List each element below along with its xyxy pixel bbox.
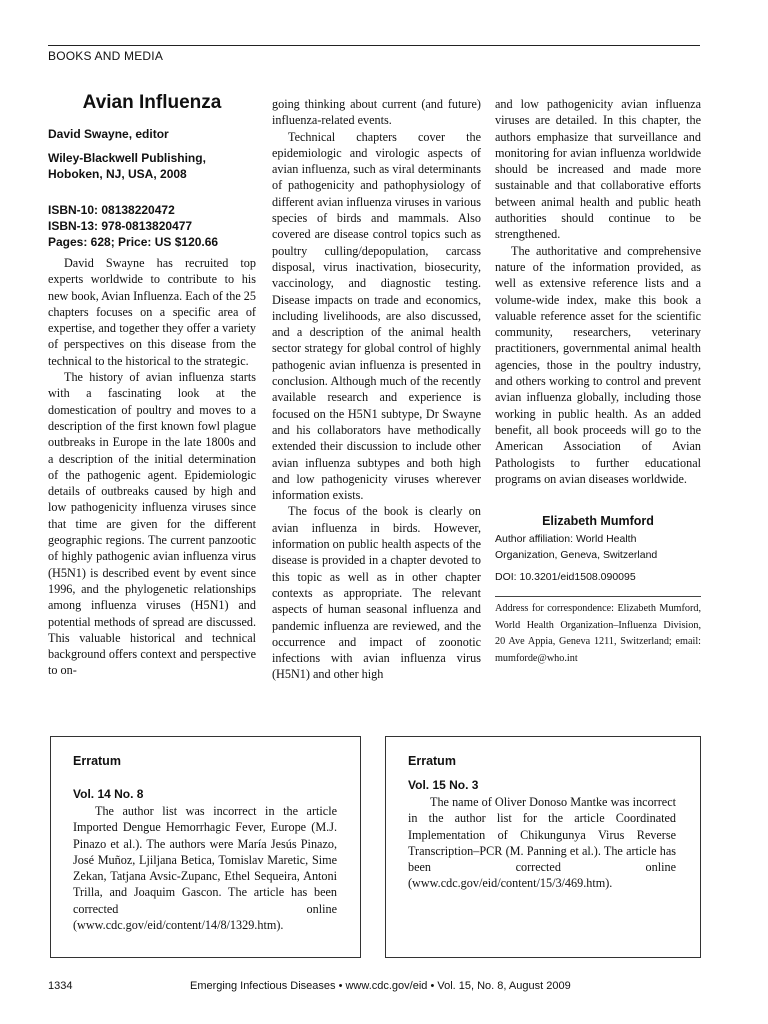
reviewer-name: Elizabeth Mumford [542, 514, 654, 528]
erratum-text: The author list was incorrect in the article Imported Dengue Hemorrhagic Fever, Europe (M.J. Pinazo et al.). The authors were María Jesús Pinazo, José Muñoz, Ljiljana Betica, Tomislav Maretic, Sime Zekan, Tatjana Avsic-Zupanc, Ethel Sequeira, Antoni Trilla, and Joaquim Gascon. The article has been corrected online (www.cdc.gov/eid/content/14/8/1329.htm). [73, 804, 337, 933]
author-affiliation: Author affiliation: World Health Organization, Geneva, Switzerland [495, 533, 658, 561]
publisher-line-1: Wiley-Blackwell Publishing, [48, 151, 206, 165]
doi: DOI: 10.3201/eid1508.090095 [495, 571, 636, 583]
isbn-13: ISBN-13: 978-0813820477 [48, 219, 193, 233]
review-column-3 [495, 96, 701, 487]
review-paragraph: Technical chapters cover the epidemiologic and virologic aspects of avian influenza, such as viral determinants of pathogenicity and pathophysiology of different avian influenza viruses in various species of birds and mammals. Also covered are disease control topics such as poultry culling/depopulation, carcass disposal, virus inactivation, biosecurity, vaccinology, and diagnostic testing. Disease impacts on trade and economics, including livelihoods, are also discussed, and a description of the animal health sector strategy for global control of highly pathogenic avian influenza is presented in conclusion. Although much of the recently available research and experience is focused on the H5N1 subtype, Dr Swayne and his collaborators have methodically extended their discussion to include other avian influenza subtypes and both high and low pathogenicity viruses wherever information exists. [272, 129, 481, 503]
book-publisher [48, 150, 206, 182]
review-paragraph: The history of avian influenza starts with a fascinating look at the domestication of poultry and moves to a description of the first known fowl plague outbreaks in Europe in the late 1800s and a description of the initial determination of the pathogenic agent. Epidemiologic details of outbreaks caused by high and low pathogenicity influenza viruses since that time are given for the different geographic regions. The current panzootic of highly pathogenic avian influenza virus (H5N1) is described event by event since 1996, and the phylogenetic relationships among influenza viruses (H5N1) and potential methods of spread are discussed. This valuable historical and technical background offers context and perspective to on- [48, 370, 256, 678]
erratum-body [408, 794, 676, 892]
review-paragraph-continued: and low pathogenicity avian influenza viruses are detailed. In this chapter, the authors emphasize that surveillance and monitoring for avian influenza worldwide should be increased and made more sustainable and that collaborative efforts between animal health and public heath authorities should continue to be strengthened. [495, 97, 701, 242]
review-paragraph: The authoritative and comprehensive nature of the information provided, as well as extensive reference lists and a volume-wide index, make this book a valuable reference asset for the scientific community, researchers, veterinary practitioners, governmental animal health agencies, those in the poultry industry, and others working to control and prevent avian influenza globally, including those working in public health. As an added benefit, all book proceeds will go to the American Association of Avian Pathologists to further educational programs on avian diseases worldwide. [495, 243, 701, 486]
erratum-text: The name of Oliver Donoso Mantke was incorrect in the author list for the article Coordinated Implementation of Chikungunya Virus Reverse Transcription–PCR (M. Panning et al.). The article has been corrected online (www.cdc.gov/eid/content/15/3/469.htm). [408, 795, 676, 891]
review-paragraph: David Swayne has recruited top experts worldwide to contribute to his new book, Avian Influenza. Each of the 25 chapters focuses on a specific area of expertise, and together they offer a variety of perspectives on this disease from the technical to the historical to the strategic. [48, 256, 256, 368]
erratum-title: Erratum [73, 754, 121, 768]
erratum-box-1 [50, 736, 361, 958]
correspondence-rule [495, 596, 701, 597]
book-title: Avian Influenza [82, 92, 222, 113]
review-column-1 [48, 255, 256, 679]
pages-price: Pages: 628; Price: US $120.66 [48, 235, 219, 249]
review-column-2 [272, 96, 481, 683]
correspondence-address: Address for correspondence: Elizabeth Mumford, World Health Organization–Influenza Division, 20 Ave Appia, Geneva 1211, Switzerland; email: mumforde@who.int [495, 603, 701, 664]
header-rule [48, 45, 700, 46]
journal-footer: Emerging Infectious Diseases • www.cdc.gov/eid • Vol. 15, No. 8, August 2009 [190, 980, 571, 992]
section-label: BOOKS AND MEDIA [48, 49, 164, 63]
publisher-line-2: Hoboken, NJ, USA, 2008 [48, 167, 187, 181]
review-paragraph: The focus of the book is clearly on avian influenza in birds. However, information on public health aspects of the disease is provided in a chapter devoted to this topic as well as in other chapter contexts as appropriate. The relevant aspects of human seasonal influenza and pandemic influenza are reviewed, and the occurrence and impact of zoonotic infections with avian influenza virus (H5N1) and other high [272, 504, 481, 682]
isbn-10: ISBN-10: 08138220472 [48, 203, 175, 217]
book-details [48, 202, 218, 250]
erratum-box-2 [385, 736, 701, 958]
page-number: 1334 [48, 980, 73, 992]
erratum-body [73, 803, 337, 933]
erratum-volume: Vol. 15 No. 3 [408, 778, 479, 792]
erratum-volume: Vol. 14 No. 8 [73, 787, 144, 801]
erratum-title: Erratum [408, 754, 456, 768]
book-editor: David Swayne, editor [48, 127, 169, 141]
review-paragraph-continued: going thinking about current (and future) influenza-related events. [272, 97, 481, 128]
